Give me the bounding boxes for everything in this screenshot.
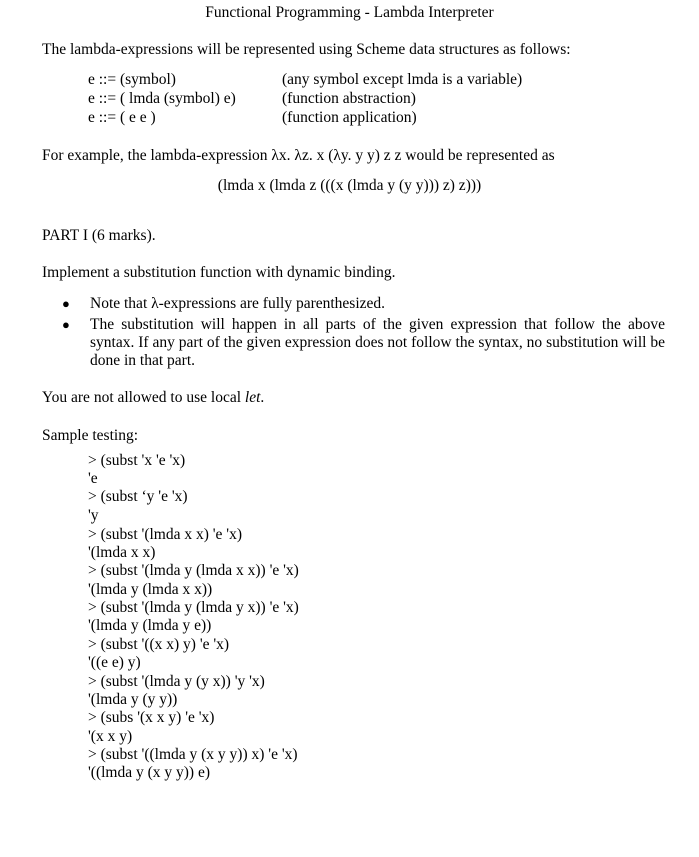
- sample-heading: Sample testing:: [42, 427, 139, 444]
- let-note: [42, 389, 264, 407]
- sample-line: > (subst '((x x) y) 'e 'x): [88, 636, 230, 653]
- grammar-desc: (any symbol except lmda is a variable): [282, 71, 523, 88]
- grammar-rule: e ::= (symbol): [88, 71, 176, 88]
- sample-line: > (subst '((lmda y (x y y)) x) 'e 'x): [88, 746, 298, 763]
- sample-line: > (subst 'x 'e 'x): [88, 452, 186, 469]
- example-representation: (lmda x (lmda z (((x (lmda y (y y))) z) z))): [217, 177, 482, 194]
- bullet-dot-icon: ●: [62, 296, 70, 311]
- sample-line: 'y: [88, 507, 99, 524]
- grammar-desc: (function application): [282, 109, 417, 126]
- bullet-dot-icon: ●: [62, 317, 70, 332]
- intro-text: The lambda-expressions will be represented using Scheme data structures as follows:: [42, 41, 571, 58]
- sample-line: > (subst '(lmda y (y x)) 'y 'x): [88, 673, 265, 690]
- grammar-rule: e ::= ( e e ): [88, 109, 156, 126]
- sample-line: '(lmda x x): [88, 544, 156, 561]
- sample-line: '(lmda y (y y)): [88, 691, 178, 708]
- grammar-rule: e ::= ( lmda (symbol) e): [88, 90, 236, 107]
- task-text: Implement a substitution function with dynamic binding.: [42, 264, 396, 281]
- sample-line: 'e: [88, 470, 98, 487]
- sample-line: '(lmda y (lmda y e)): [88, 617, 212, 634]
- sample-line: > (subst '(lmda x x) 'e 'x): [88, 526, 243, 543]
- sample-line: > (subst '(lmda y (lmda x x)) 'e 'x): [88, 562, 299, 579]
- sample-line: '(x x y): [88, 728, 133, 745]
- grammar-desc: (function abstraction): [282, 90, 416, 107]
- page-title: Functional Programming - Lambda Interpreter: [205, 4, 494, 21]
- bullet-item: The substitution will happen in all parts of the given expression that follow the above syntax. If any part of the given expression does not follow the syntax, no substitution will be done in that part.: [90, 316, 665, 369]
- sample-line: '(lmda y (lmda x x)): [88, 581, 213, 598]
- sample-line: '((lmda y (x y y)) e): [88, 764, 211, 781]
- part-heading: PART I (6 marks).: [42, 227, 156, 244]
- let-note-prefix: You are not allowed to use local: [42, 389, 245, 406]
- sample-line: > (subs '(x x y) 'e 'x): [88, 709, 215, 726]
- bullet-item: Note that λ-expressions are fully parenthesized.: [90, 295, 386, 312]
- sample-line: > (subst ‘y 'e 'x): [88, 488, 188, 505]
- example-text: For example, the lambda-expression λx. λz. x (λy. y y) z z would be represented as: [42, 147, 555, 164]
- let-keyword: let: [244, 389, 261, 406]
- sample-line: '((e e) y): [88, 654, 141, 671]
- sample-line: > (subst '(lmda y (lmda y x)) 'e 'x): [88, 599, 299, 616]
- let-note-suffix: .: [260, 389, 265, 406]
